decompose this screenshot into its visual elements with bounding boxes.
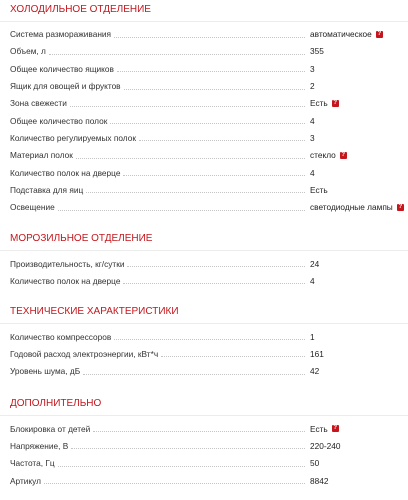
- spec-label: Общее количество ящиков: [10, 63, 114, 74]
- spec-value-cell: [305, 366, 408, 376]
- spec-value: 8842: [310, 475, 329, 486]
- spec-label: Уровень шума, дБ: [10, 366, 81, 377]
- spec-row: [0, 164, 408, 181]
- dotted-leader: [83, 374, 305, 375]
- spec-row: [0, 95, 408, 112]
- spec-value-cell: [305, 46, 408, 56]
- spec-value-cell: [305, 98, 408, 108]
- spec-value: 3: [310, 63, 315, 74]
- dotted-leader: [76, 158, 305, 159]
- dotted-leader: [86, 192, 305, 193]
- spec-label: Зона свежести: [10, 98, 67, 109]
- spec-label: Производительность, кг/сутки: [10, 258, 125, 269]
- spec-value: 3: [310, 132, 315, 143]
- spec-list: [0, 26, 408, 216]
- spec-value: Есть: [310, 423, 328, 434]
- spec-row: [0, 345, 408, 362]
- spec-label: Подставка для яиц: [10, 184, 84, 195]
- spec-row: [0, 437, 408, 454]
- spec-value: Есть: [310, 98, 328, 109]
- help-icon[interactable]: ?: [341, 151, 346, 158]
- spec-label: Ящик для овощей и фруктов: [10, 81, 121, 92]
- dotted-leader: [49, 54, 305, 55]
- spec-row: [0, 147, 408, 164]
- spec-value-cell: [305, 81, 408, 91]
- spec-value-cell: [305, 441, 408, 451]
- dotted-leader: [110, 123, 305, 124]
- spec-value-cell: [305, 276, 408, 286]
- spec-list: [0, 328, 408, 380]
- spec-label: Напряжение, В: [10, 440, 69, 451]
- spec-label: Частота, Гц: [10, 458, 55, 469]
- dotted-leader: [114, 37, 305, 38]
- spec-value: автоматическое: [310, 29, 372, 40]
- spec-label: Общее количество полок: [10, 115, 108, 126]
- spec-value: стекло: [310, 150, 336, 161]
- spec-label: Артикул: [10, 475, 41, 486]
- spec-list: [0, 420, 408, 489]
- dotted-leader: [114, 339, 305, 340]
- dotted-leader: [58, 210, 305, 211]
- spec-value-cell: [305, 64, 408, 74]
- spec-list: [0, 255, 408, 290]
- dotted-leader: [161, 356, 305, 357]
- spec-value-cell: [305, 29, 408, 39]
- spec-value: 4: [310, 115, 315, 126]
- spec-value: 161: [310, 348, 324, 359]
- spec-value-cell: [305, 150, 408, 160]
- dotted-leader: [93, 431, 305, 432]
- spec-row: [0, 198, 408, 215]
- spec-value: 42: [310, 366, 320, 377]
- spec-value: 220-240: [310, 440, 341, 451]
- spec-value-cell: [305, 349, 408, 359]
- spec-row: [0, 420, 408, 437]
- spec-value-cell: [305, 458, 408, 468]
- section-title: ДОПОЛНИТЕЛЬНО: [0, 394, 408, 416]
- dotted-leader: [124, 89, 305, 90]
- spec-row: [0, 129, 408, 146]
- spec-label: Количество полок на дверце: [10, 275, 121, 286]
- spec-row: [0, 455, 408, 472]
- spec-value: 4: [310, 275, 315, 286]
- spec-value: 355: [310, 46, 324, 57]
- spec-value-cell: [305, 168, 408, 178]
- spec-label: Блокировка от детей: [10, 423, 91, 434]
- spec-value-cell: [305, 332, 408, 342]
- spec-value-cell: [305, 476, 408, 486]
- section-title: ХОЛОДИЛЬНОЕ ОТДЕЛЕНИЕ: [0, 0, 408, 22]
- spec-label: Количество полок на дверце: [10, 167, 121, 178]
- dotted-leader: [123, 175, 305, 176]
- spec-row: [0, 112, 408, 129]
- spec-label: Количество компрессоров: [10, 331, 112, 342]
- spec-row: [0, 472, 408, 489]
- spec-value-cell: [305, 116, 408, 126]
- spec-value: 2: [310, 81, 315, 92]
- spec-row: [0, 26, 408, 43]
- dotted-leader: [44, 483, 305, 484]
- additional-section: [0, 394, 408, 489]
- dotted-leader: [58, 466, 305, 467]
- spec-value-cell: [305, 202, 408, 212]
- section-title: ТЕХНИЧЕСКИЕ ХАРАКТЕРИСТИКИ: [0, 302, 408, 324]
- dotted-leader: [139, 140, 305, 141]
- section-title: МОРОЗИЛЬНОЕ ОТДЕЛЕНИЕ: [0, 229, 408, 251]
- spec-row: [0, 328, 408, 345]
- spec-row: [0, 181, 408, 198]
- dotted-leader: [71, 448, 305, 449]
- spec-label: Освещение: [10, 202, 55, 213]
- dotted-leader: [127, 266, 305, 267]
- spec-value-cell: [305, 424, 408, 434]
- spec-value-cell: [305, 259, 408, 269]
- spec-value: светодиодные лампы: [310, 202, 393, 213]
- spec-row: [0, 77, 408, 94]
- spec-row: [0, 43, 408, 60]
- spec-row: [0, 363, 408, 380]
- help-icon[interactable]: ?: [333, 99, 338, 106]
- help-icon[interactable]: ?: [333, 425, 338, 432]
- dotted-leader: [117, 71, 305, 72]
- spec-label: Годовой расход электроэнергии, кВт*ч: [10, 348, 159, 359]
- spec-value: 4: [310, 167, 315, 178]
- dotted-leader: [123, 283, 305, 284]
- freezer-section: [0, 229, 408, 290]
- help-icon[interactable]: ?: [377, 30, 382, 37]
- spec-value-cell: [305, 185, 408, 195]
- spec-row: [0, 60, 408, 77]
- spec-label: Система размораживания: [10, 29, 112, 40]
- help-icon[interactable]: ?: [398, 203, 403, 210]
- dotted-leader: [70, 106, 305, 107]
- spec-label: Объем, л: [10, 46, 46, 57]
- spec-row: [0, 272, 408, 289]
- spec-value: 24: [310, 258, 320, 269]
- spec-value: Есть: [310, 184, 328, 195]
- spec-value: 50: [310, 458, 320, 469]
- technical-section: [0, 302, 408, 380]
- spec-value-cell: [305, 133, 408, 143]
- fridge-section: [0, 0, 408, 216]
- spec-label: Материал полок: [10, 150, 73, 161]
- spec-row: [0, 255, 408, 272]
- spec-value: 1: [310, 331, 315, 342]
- spec-label: Количество регулируемых полок: [10, 132, 136, 143]
